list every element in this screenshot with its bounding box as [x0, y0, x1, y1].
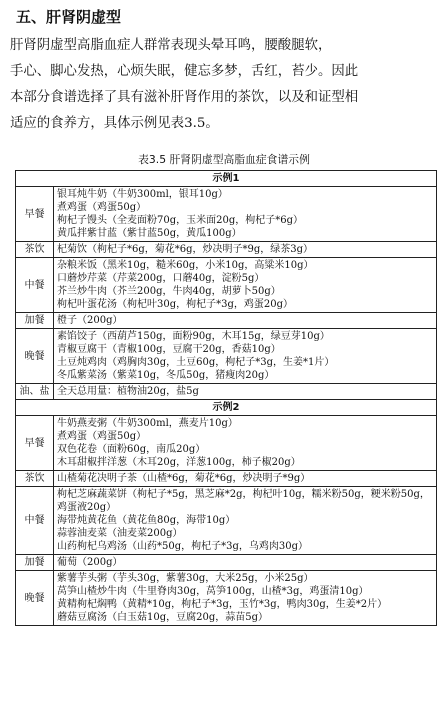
food-item: 枸杞芝麻蔬菜饼（枸杞子*5g，黑芝麻*2g，枸杞叶10g，糯米粉50g，粳米粉50g，鸡蛋液20g）	[57, 489, 430, 513]
meal-label: 茶饮	[16, 471, 54, 487]
food-item: 蒜蓉油麦菜（油麦菜200g）	[57, 528, 183, 539]
food-cell	[54, 242, 437, 258]
section-heading: 五、肝肾阴虚型	[16, 8, 122, 26]
meal-label: 加餐	[16, 313, 54, 329]
food-item: 煮鸡蛋（鸡蛋50g）	[57, 202, 147, 213]
food-cell	[54, 329, 437, 384]
table-row	[16, 471, 437, 487]
food-item: 枸杞子馒头（全麦面粉70g，玉米面20g，枸杞子*6g）	[57, 215, 304, 226]
example-header-row	[16, 171, 437, 187]
table-row	[16, 329, 437, 384]
recipe-table	[15, 170, 437, 626]
food-item: 橙子（200g）	[57, 315, 123, 326]
food-item: 牛奶燕麦粥（牛奶300ml，燕麦片10g）	[57, 418, 238, 429]
meal-label: 茶饮	[16, 242, 54, 258]
meal-label: 中餐	[16, 487, 54, 555]
food-cell	[54, 313, 437, 329]
food-item: 葡萄（200g）	[57, 557, 123, 568]
food-item: 木耳甜椒拌洋葱（木耳20g，洋葱100g，柿子椒20g）	[57, 457, 301, 468]
food-item: 蘑菇豆腐汤（白玉菇10g，豆腐20g，蒜苗5g）	[57, 612, 269, 623]
food-cell	[54, 416, 437, 471]
table-row	[16, 416, 437, 471]
food-item: 芥兰炒牛肉（芥兰200g，牛肉40g，胡萝卜50g）	[57, 286, 281, 297]
food-cell	[54, 471, 437, 487]
table-row	[16, 242, 437, 258]
example-2-title: 示例2	[16, 400, 437, 416]
example-header-row	[16, 400, 437, 416]
food-item: 煮鸡蛋（鸡蛋50g）	[57, 431, 147, 442]
food-item: 黄瓜拌紫甘蓝（紫甘蓝50g，黄瓜100g）	[57, 228, 242, 239]
food-item: 紫薯芋头粥（芋头30g，紫薯30g，大米25g，小米25g）	[57, 573, 314, 584]
food-item: 银耳炖牛奶（牛奶300ml，银耳10g）	[57, 189, 228, 200]
food-cell	[54, 571, 437, 626]
food-item: 莴笋山楂炒牛肉（牛里脊肉30g，莴笋100g，山楂*3g，鸡蛋清10g）	[57, 586, 369, 597]
food-item: 杞菊饮（枸杞子*6g，菊花*6g，炒决明子*9g，绿茶3g）	[57, 244, 314, 255]
intro-line-2: 手心、脚心发热，心烦失眠，健忘多梦，舌红，苔少。因此	[10, 64, 359, 79]
food-item: 杂粮米饭（黑米10g，糙米60g，小米10g，高粱米10g）	[57, 260, 314, 271]
meal-label: 油、盐	[16, 384, 54, 400]
table-caption: 表3.5 肝肾阴虚型高脂血症食谱示例	[138, 153, 310, 166]
food-item: 山楂菊花决明子茶（山楂*6g，菊花*6g，炒决明子*9g）	[57, 473, 311, 484]
example-1-title: 示例1	[16, 171, 437, 187]
food-item: 口蘑炒芹菜（芹菜200g，口蘑40g，淀粉5g）	[57, 273, 265, 284]
food-cell	[54, 487, 437, 555]
food-cell	[54, 258, 437, 313]
table-row	[16, 258, 437, 313]
food-item: 枸杞叶蛋花汤（枸杞叶30g，枸杞子*3g，鸡蛋20g）	[57, 299, 294, 310]
meal-label: 晚餐	[16, 571, 54, 626]
table-row	[16, 384, 437, 400]
food-item: 冬瓜紫菜汤（紫菜10g，冬瓜50g，猪瘦肉20g）	[57, 370, 275, 381]
food-item: 土豆炖鸡肉（鸡胸肉30g，土豆60g，枸杞子*3g，生姜*1片）	[57, 357, 335, 368]
food-item: 海带炖黄花鱼（黄花鱼80g，海带10g）	[57, 515, 236, 526]
table-row	[16, 571, 437, 626]
food-item: 黄精枸杞焖鸭（黄精*10g，枸杞子*3g，玉竹*3g，鸭肉30g，生姜*2片）	[57, 599, 388, 610]
food-item: 全天总用量：植物油20g，盐5g	[57, 386, 199, 397]
food-item: 青椒豆腐干（青椒100g，豆腐干20g，香菇10g）	[57, 344, 281, 355]
table-row	[16, 487, 437, 555]
food-cell	[54, 187, 437, 242]
meal-label: 中餐	[16, 258, 54, 313]
intro-line-1: 肝肾阴虚型高脂血症人群常表现头晕耳鸣，腰酸腿软，	[10, 38, 332, 53]
meal-label: 加餐	[16, 555, 54, 571]
food-item: 双色花卷（面粉60g，南瓜20g）	[57, 444, 206, 455]
table-row	[16, 555, 437, 571]
food-item: 素馅饺子（西葫芦150g，面粉90g，木耳15g，绿豆芽10g）	[57, 331, 330, 342]
food-item: 山药枸杞乌鸡汤（山药*50g，枸杞子*3g，乌鸡肉30g）	[57, 541, 309, 552]
table-row	[16, 313, 437, 329]
food-cell	[54, 555, 437, 571]
meal-label: 晚餐	[16, 329, 54, 384]
food-cell	[54, 384, 437, 400]
table-row	[16, 187, 437, 242]
meal-label: 早餐	[16, 187, 54, 242]
intro-line-3: 本部分食谱选择了具有滋补肝肾作用的茶饮，以及和证型相	[10, 90, 359, 105]
intro-line-4: 适应的食养方，具体示例见表3.5。	[10, 116, 219, 131]
meal-label: 早餐	[16, 416, 54, 471]
